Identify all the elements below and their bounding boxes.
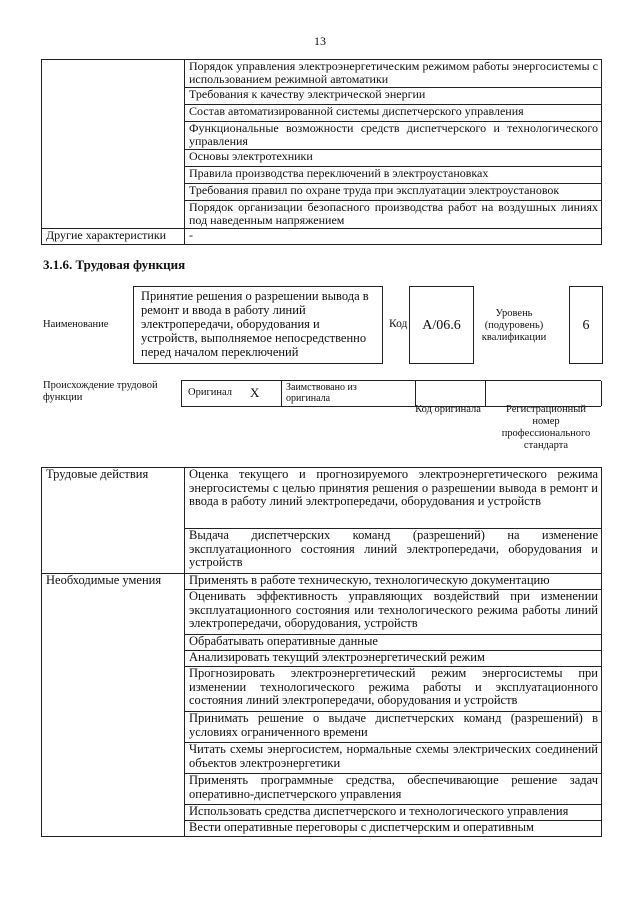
- caption-original-code: Код оригинала: [415, 404, 481, 415]
- row-label: [42, 167, 185, 184]
- action-item: Выдача диспетчерских команд (разрешений) на изменение эксплуатационного состояния линий электропередачи, оборудования и устройств: [185, 529, 602, 574]
- knowledge-item: Порядок организации безопасного производства работ на воздушных линиях под наведенным напряжением: [185, 201, 602, 229]
- caption-registration-number: Регистрационный номер профессионального стандарта: [501, 404, 591, 451]
- original-label: Оригинал: [188, 387, 232, 398]
- row-label: [42, 60, 185, 88]
- knowledge-item: Правила производства переключений в электроустановках: [185, 167, 602, 184]
- section-title: 3.1.6. Трудовая функция: [43, 257, 186, 272]
- skill-item: Использовать средства диспетчерского и технологического управления: [185, 805, 602, 821]
- borrowed-cell: [281, 381, 416, 406]
- page-number: 13: [314, 34, 326, 48]
- table-row: [42, 184, 602, 201]
- other-characteristics-value: -: [185, 229, 602, 245]
- knowledge-item: Состав автоматизированной системы диспетчерского управления: [185, 105, 602, 122]
- origin-label: Происхождение трудовой функции: [43, 380, 158, 403]
- knowledge-item: Функциональные возможности средств диспетчерского и технологического управления: [185, 122, 602, 150]
- row-label: [42, 105, 185, 122]
- table-row: [42, 122, 602, 150]
- other-characteristics-label: Другие характеристики: [42, 229, 185, 245]
- skill-item: Обрабатывать оперативные данные: [185, 635, 602, 651]
- skill-item: Прогнозировать электроэнергетический режим энергосистемы при изменении технологического режима работы и эксплуатационного состояния линий электропередачи, оборудования и устройств: [185, 667, 602, 712]
- actions-label: Трудовые действия: [42, 468, 185, 529]
- knowledge-item: Основы электротехники: [185, 150, 602, 167]
- table-row: [42, 651, 602, 667]
- table-row: [42, 821, 602, 837]
- row-label: [42, 201, 185, 229]
- table-row: [42, 590, 602, 635]
- skill-item: Читать схемы энергосистем, нормальные схемы электрических соединений объектов электроэнергетики: [185, 743, 602, 774]
- table-row: [42, 667, 602, 712]
- table-row: [42, 60, 602, 88]
- level-value: 6: [582, 318, 590, 333]
- table-row: [42, 712, 602, 743]
- skill-item: Вести оперативные переговоры с диспетчерским и оперативным: [185, 821, 602, 837]
- table-row: [42, 635, 602, 651]
- table-row: [42, 574, 602, 590]
- registration-cell: [485, 381, 602, 406]
- original-cell: [181, 381, 282, 406]
- code-label: Код: [389, 318, 408, 330]
- skill-item: Анализировать текущий электроэнергетический режим: [185, 651, 602, 667]
- table-row: [42, 529, 602, 574]
- action-item: Оценка текущего и прогнозируемого электроэнергетического режима энергосистемы с целью принятия решения о разрешении вывода в ремонт и ввода в работу линий электропередачи, оборудования и устройств: [185, 468, 602, 529]
- table-row: [42, 468, 602, 529]
- row-label: [42, 150, 185, 167]
- name-box: [133, 286, 383, 364]
- skill-item: Принимать решение о выдаче диспетчерских команд (разрешений) в условиях ограниченного времени: [185, 712, 602, 743]
- skills-label: Необходимые умения: [42, 574, 185, 590]
- table-row: [42, 201, 602, 229]
- knowledge-item: Порядок управления электроэнергетическим режимом работы энергосистемы с использованием режимной автоматики: [185, 60, 602, 88]
- skill-item: Применять программные средства, обеспечивающие решение задач оперативно-диспетчерского управления: [185, 774, 602, 805]
- borrowed-label: Заимствовано из оригинала: [286, 382, 357, 404]
- table-row: [42, 805, 602, 821]
- original-code-cell: [415, 381, 486, 406]
- skill-item: Применять в работе техническую, технологическую документацию: [185, 574, 602, 590]
- code-box: [409, 286, 474, 364]
- table-row: [42, 229, 602, 245]
- original-mark: X: [250, 385, 260, 400]
- origin-row: [181, 380, 601, 407]
- name-label: Наименование: [43, 319, 109, 330]
- table-row: [42, 774, 602, 805]
- level-label: Уровень (подуровень) квалификации: [481, 308, 547, 343]
- function-name: Принятие решения о разрешении вывода в ремонт и ввода в работу линий электропередачи, оборудования и устройств, выполняемое непосредственно перед началом переключений: [141, 289, 369, 359]
- row-label: [42, 184, 185, 201]
- knowledge-table: [41, 59, 602, 245]
- skill-item: Оценивать эффективность управляющих воздействий при изменении эксплуатационного состояния или технологического режима работы линий электропередачи, оборудования, устройств: [185, 590, 602, 635]
- code-value: A/06.6: [422, 318, 461, 333]
- knowledge-item: Требования правил по охране труда при эксплуатации электроустановок: [185, 184, 602, 201]
- level-box: [569, 286, 603, 364]
- actions-skills-table: [41, 467, 602, 837]
- row-label: [42, 88, 185, 105]
- table-row: [42, 88, 602, 105]
- row-label: [42, 122, 185, 150]
- table-row: [42, 743, 602, 774]
- table-row: [42, 167, 602, 184]
- knowledge-item: Требования к качеству электрической энергии: [185, 88, 602, 105]
- table-row: [42, 150, 602, 167]
- table-row: [42, 105, 602, 122]
